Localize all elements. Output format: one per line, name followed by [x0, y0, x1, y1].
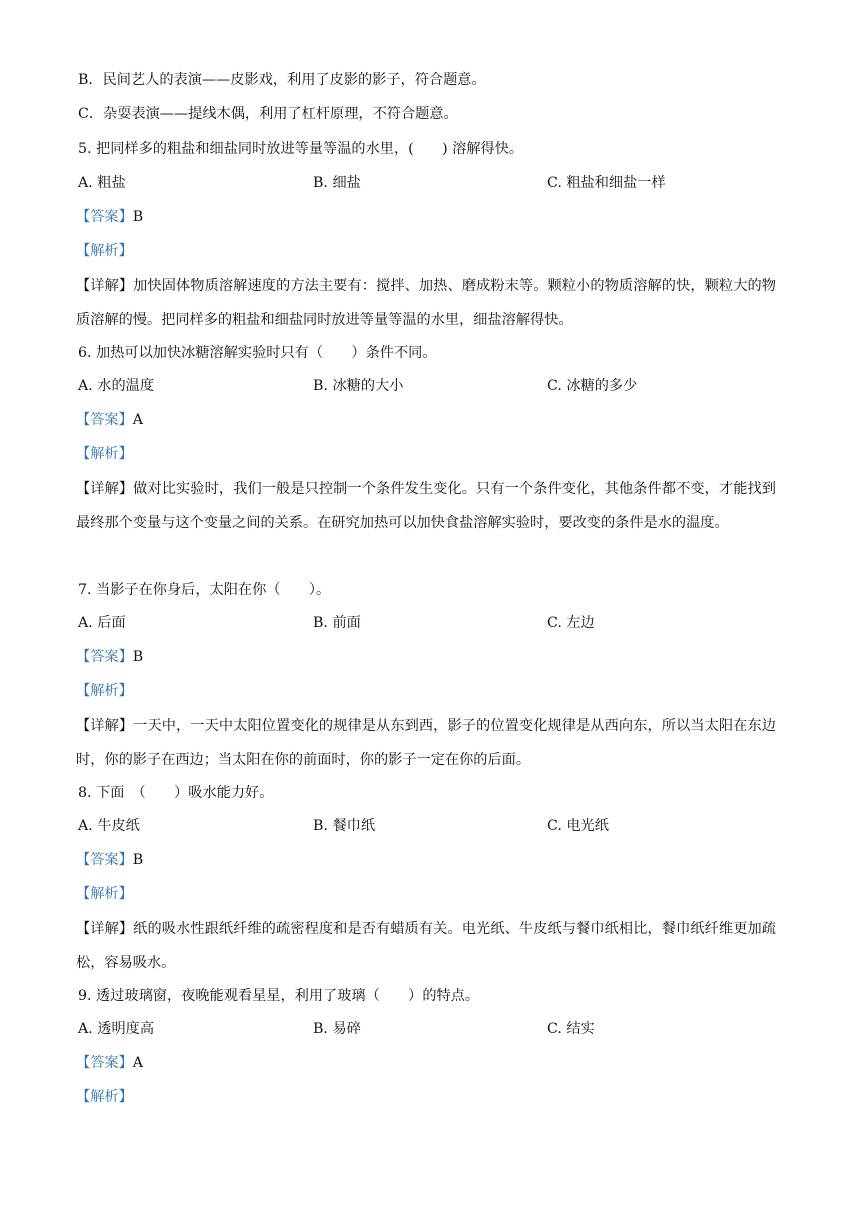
detail-text: 一天中，一天中太阳位置变化的规律是从东到西，影子的位置变化规律是从西向东，所以当太阳在东边时，你的影子在西边；当太阳在你的前面时，你的影子一定在你的后面。: [76, 718, 776, 768]
option-c-explanation: C．杂耍表演——提线木偶，利用了杠杆原理，不符合题意。: [78, 106, 458, 122]
question-8-option-b: B. 餐巾纸: [313, 818, 376, 834]
detail-tag: 【详解】: [76, 718, 134, 734]
detail-text: 加快固体物质溶解速度的方法主要有：搅拌、加热、磨成粉末等。颗粒小的物质溶解的快，颗粒大的物质溶解的慢。把同样多的粗盐和细盐同时放进等量等温的水里，细盐溶解得快。: [76, 278, 776, 328]
analysis-tag: 【解析】: [76, 683, 133, 699]
answer-value: B: [132, 209, 144, 225]
question-7-option-c: C. 左边: [547, 615, 595, 631]
answer-tag: 【答案】: [76, 649, 133, 665]
question-6-stem: 6. 加热可以加快冰糖溶解实验时只有（ ）条件不同。: [78, 345, 437, 361]
question-6-option-c: C. 冰糖的多少: [547, 378, 638, 394]
question-5-option-b: B. 细盐: [313, 175, 361, 191]
question-8-analysis-tag: [76, 884, 776, 904]
question-8-option-c: C. 电光纸: [547, 818, 609, 834]
question-7-stem: 7. 当影子在你身后，太阳在你（ ）。: [78, 582, 331, 598]
question-5-detail: [76, 269, 776, 337]
question-7-option-b: B. 前面: [313, 615, 361, 631]
question-9-analysis-tag: [76, 1087, 776, 1107]
detail-text: 纸的吸水性跟纸纤维的疏密程度和是否有蜡质有关。电光纸、牛皮纸与餐巾纸相比，餐巾纸纤维更加疏松，容易吸水。: [76, 921, 776, 971]
question-5-option-a: A. 粗盐: [78, 175, 126, 191]
question-9-option-c: C. 结实: [547, 1021, 595, 1037]
detail-tag: 【详解】: [76, 278, 134, 294]
question-8-stem: 8. 下面 （ ）吸水能力好。: [78, 785, 274, 801]
answer-tag: 【答案】: [76, 1055, 133, 1071]
question-8-option-a: A. 牛皮纸: [78, 818, 140, 834]
option-b-explanation: B．民间艺人的表演——皮影戏，利用了皮影的影子，符合题意。: [78, 72, 486, 88]
question-9-stem: 9. 透过玻璃窗，夜晚能观看星星，利用了玻璃（ ）的特点。: [78, 988, 480, 1004]
analysis-tag: 【解析】: [76, 243, 133, 259]
question-5-analysis-tag: [76, 241, 776, 261]
question-8-answer: [76, 850, 776, 870]
question-9-option-b: B. 易碎: [313, 1021, 361, 1037]
answer-value: B: [132, 852, 144, 868]
answer-tag: 【答案】: [76, 852, 133, 868]
question-6-detail: [76, 472, 776, 540]
answer-value: B: [132, 649, 144, 665]
question-9-option-a: A. 透明度高: [78, 1021, 155, 1037]
question-7-answer: [76, 647, 776, 667]
question-7-detail: [76, 709, 776, 777]
analysis-tag: 【解析】: [76, 886, 133, 902]
answer-tag: 【答案】: [76, 209, 133, 225]
question-9-answer: [76, 1053, 776, 1073]
question-5-answer: [76, 207, 776, 227]
detail-text: 做对比实验时，我们一般是只控制一个条件发生变化。只有一个条件变化，其他条件都不变，才能找到最终那个变量与这个变量之间的关系。在研究加热可以加快食盐溶解实验时，要改变的条件是水的温度。: [76, 481, 776, 531]
question-8-detail: [76, 912, 776, 980]
question-6-option-a: A. 水的温度: [78, 378, 155, 394]
question-5-stem: 5. 把同样多的粗盐和细盐同时放进等量等温的水里，( ) 溶解得快。: [78, 141, 524, 157]
detail-tag: 【详解】: [76, 921, 134, 937]
analysis-tag: 【解析】: [76, 1089, 133, 1105]
question-5-option-c: C. 粗盐和细盐一样: [547, 175, 666, 191]
question-6-analysis-tag: [76, 444, 776, 464]
question-6-answer: [76, 410, 776, 430]
answer-value: A: [132, 412, 144, 428]
question-7-analysis-tag: [76, 681, 776, 701]
question-7-option-a: A. 后面: [78, 615, 126, 631]
analysis-tag: 【解析】: [76, 446, 133, 462]
answer-tag: 【答案】: [76, 412, 133, 428]
detail-tag: 【详解】: [76, 481, 134, 497]
question-6-option-b: B. 冰糖的大小: [313, 378, 404, 394]
answer-value: A: [132, 1055, 144, 1071]
